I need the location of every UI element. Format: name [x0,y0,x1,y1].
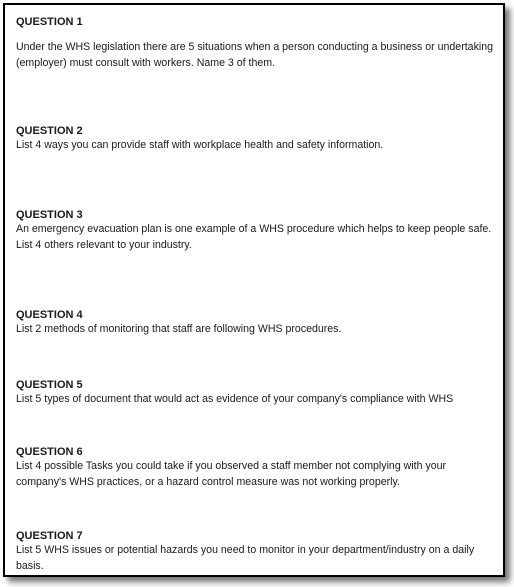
question-5 [16,378,495,408]
question-2 [16,124,495,154]
question-1-title: QUESTION 1 [16,16,83,28]
question-2-text: List 4 ways you can provide staff with workplace health and safety information. [16,139,384,151]
question-7 [16,529,495,574]
question-7-title: QUESTION 7 [16,530,83,542]
question-5-text: List 5 types of document that would act as evidence of your company's compliance with WHS [16,393,454,405]
question-4-text: List 2 methods of monitoring that staff are following WHS procedures. [16,323,342,335]
question-3-text: An emergency evacuation plan is one example of a WHS procedure which helps to keep people safe. List 4 others relevant to your industry. [16,223,492,251]
question-1 [16,15,495,71]
question-5-title: QUESTION 5 [16,379,83,391]
question-4-title: QUESTION 4 [16,309,83,321]
question-4 [16,308,495,338]
question-3 [16,208,495,253]
question-7-text: List 5 WHS issues or potential hazards you need to monitor in your department/industry on a daily basis. [16,544,475,572]
question-6 [16,445,495,490]
question-2-title: QUESTION 2 [16,125,83,137]
question-6-text: List 4 possible Tasks you could take if you observed a staff member not complying with your company's WHS practices, or a hazard control measure was not working properly. [16,460,447,488]
question-sheet [3,3,505,577]
question-3-title: QUESTION 3 [16,209,83,221]
question-1-text: Under the WHS legislation there are 5 situations when a person conducting a business or undertaking (employer) must consult with workers. Name 3 of them. [16,41,493,69]
question-6-title: QUESTION 6 [16,446,83,458]
